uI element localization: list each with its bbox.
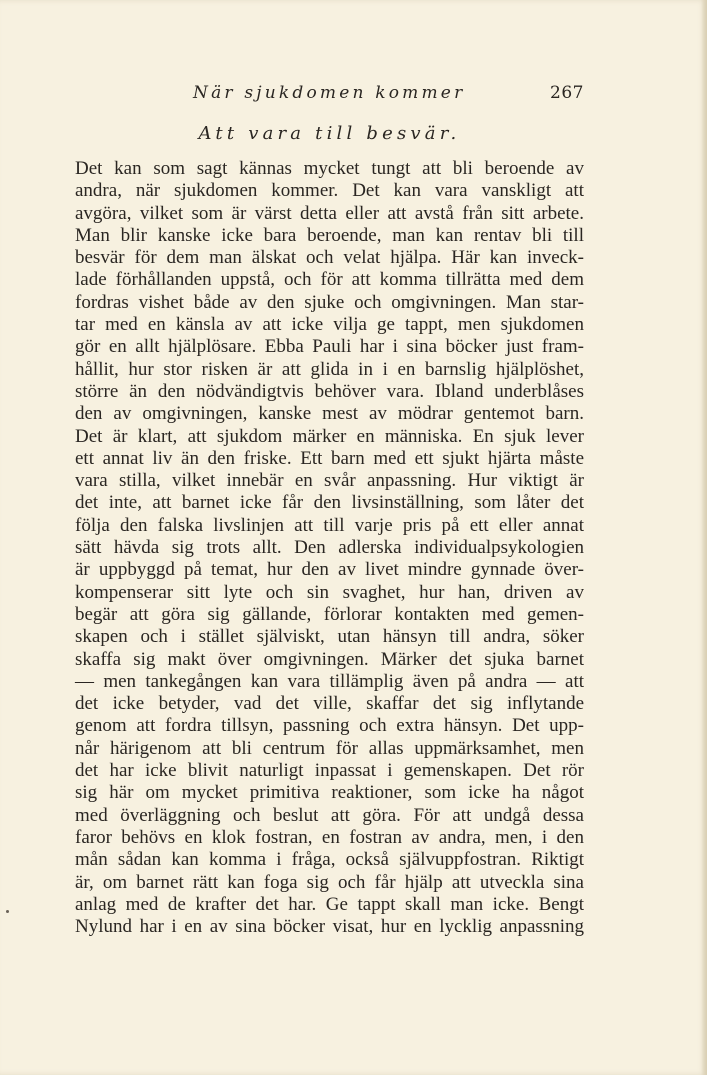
text-line: ett annat liv än den friske. Ett barn med ett sjukt hjärta måste — [75, 447, 584, 469]
text-line: lade förhållanden uppstå, och för att komma tillrätta med dem — [75, 269, 584, 291]
text-line: sig här om mycket primitiva reaktioner, som icke ha något — [75, 782, 584, 804]
text-line: det icke betyder, vad det ville, skaffar det sig inflytande — [75, 693, 584, 715]
text-line: fordras vishet både av den sjuke och omgivningen. Man star- — [75, 291, 584, 313]
text-line: anlag med de krafter det har. Ge tappt skall man icke. Bengt — [75, 893, 584, 915]
text-line: avgöra, vilket som är värst detta eller att avstå från sitt arbete. — [75, 202, 584, 224]
text-line: genom att fordra tillsyn, passning och extra hänsyn. Det upp- — [75, 715, 584, 737]
text-line: tar med en känsla av att icke vilja ge tappt, men sjukdomen — [75, 314, 584, 336]
text-line: Nylund har i en av sina böcker visat, hur en lycklig anpassning — [75, 916, 584, 938]
running-head — [75, 83, 584, 107]
body-text — [75, 158, 584, 938]
text-line: andra, när sjukdomen kommer. Det kan vara vanskligt att — [75, 180, 584, 202]
page-number: 267 — [550, 83, 584, 103]
text-line: når härigenom att bli centrum för allas uppmärksamhet, men — [75, 737, 584, 759]
page-edge-shadow — [701, 0, 707, 1075]
text-line: hållit, hur stor risken är att glida in i en barnslig hjälplöshet, — [75, 358, 584, 380]
text-line: mån sådan kan komma i fråga, också självuppfostran. Riktigt — [75, 849, 584, 871]
text-line: det inte, att barnet icke får den livsinställning, som låter det — [75, 492, 584, 514]
text-line: begär att göra sig gällande, förlorar kontakten med gemen- — [75, 603, 584, 625]
text-line: den av omgivningen, kanske mest av mödrar gentemot barn. — [75, 403, 584, 425]
text-line: — men tankegången kan vara tillämplig även på andra — att — [75, 670, 584, 692]
text-line: skaffa sig makt över omgivningen. Märker det sjuka barnet — [75, 648, 584, 670]
text-line: är, om barnet rätt kan foga sig och får hjälp att utveckla sina — [75, 871, 584, 893]
text-line: besvär för dem man älskat och velat hjälpa. Här kan inveck- — [75, 247, 584, 269]
text-line: vara stilla, vilket innebär en svår anpassning. Hur viktigt är — [75, 470, 584, 492]
text-line: faror behövs en klok fostran, en fostran av andra, men, i den — [75, 826, 584, 848]
section-heading: Att vara till besvär. — [198, 123, 461, 144]
text-line: gör en allt hjälplösare. Ebba Pauli har i sina böcker just fram- — [75, 336, 584, 358]
running-head-title: När sjukdomen kommer — [193, 83, 466, 103]
text-line: det har icke blivit naturligt inpassat i gemenskapen. Det rör — [75, 760, 584, 782]
text-line: Det kan som sagt kännas mycket tungt att bli beroende av — [75, 158, 584, 179]
text-line: med överläggning och beslut att göra. För att undgå dessa — [75, 804, 584, 826]
text-line: större än den nödvändigtvis behöver vara. Ibland underblåses — [75, 380, 584, 402]
text-line: kompenserar sitt lyte och sin svaghet, hur han, driven av — [75, 581, 584, 603]
text-line: är uppbyggd på temat, hur den av livet mindre gynnade över- — [75, 559, 584, 581]
text-line: sätt hävda sig trots allt. Den adlerska individualpsykologien — [75, 537, 584, 559]
margin-dot — [6, 910, 9, 913]
text-line: Det är klart, att sjukdom märker en människa. En sjuk lever — [75, 425, 584, 447]
text-line: Man blir kanske icke bara beroende, man kan rentav bli till — [75, 224, 584, 246]
text-line: skapen och i stället själviskt, utan hänsyn till andra, söker — [75, 626, 584, 648]
text-line: följa den falska livslinjen att till varje pris på ett eller annat — [75, 514, 584, 536]
